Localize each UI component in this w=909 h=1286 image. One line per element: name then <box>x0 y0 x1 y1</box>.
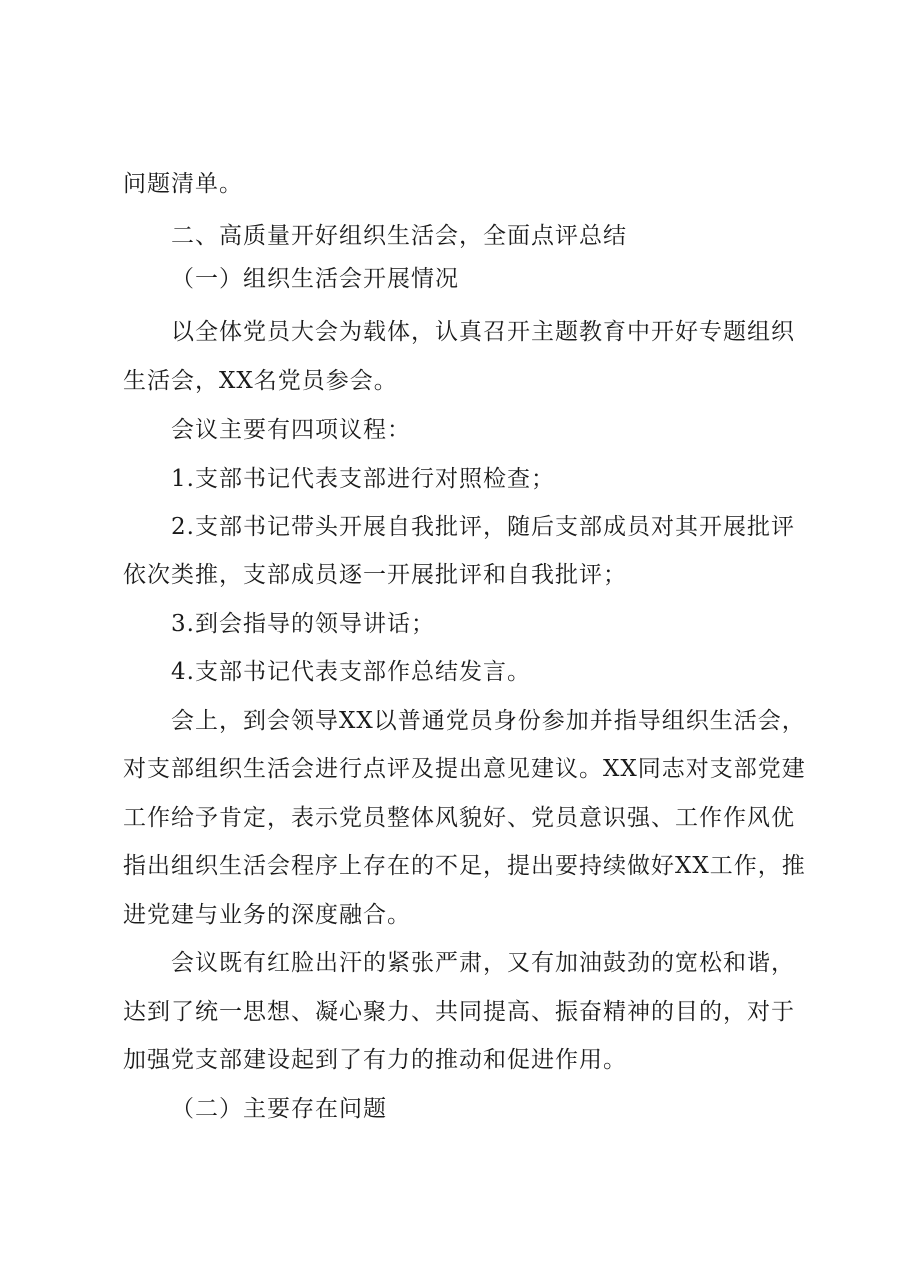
list-item: 2.支部书记带头开展自我批评，随后支部成员对其开展批评 <box>171 514 795 540</box>
list-item: 1.支部书记代表支部进行对照检查； <box>171 466 555 492</box>
paragraph-line: 对支部组织生活会进行点评及提出意见建议。XX同志对支部党建 <box>123 756 806 782</box>
paragraph-line: 工作给予肯定，表示党员整体风貌好、党员意识强、工作作风优 <box>123 805 795 831</box>
paragraph-line: 达到了统一思想、凝心聚力、共同提高、振奋精神的目的，对于 <box>123 999 795 1025</box>
paragraph-line: 会议主要有四项议程： <box>171 417 411 443</box>
paragraph-line: 加强党支部建设起到了有力的推动和促进作用。 <box>123 1047 627 1073</box>
paragraph-line: 生活会，XX名党员参会。 <box>123 368 398 394</box>
paragraph-line: 会议既有红脸出汗的紧张严肃，又有加油鼓劲的宽松和谐， <box>171 950 795 976</box>
paragraph-line: 指出组织生活会程序上存在的不足，提出要持续做好XX工作，推 <box>123 853 806 879</box>
paragraph-line: 以全体党员大会为载体，认真召开主题教育中开好专题组织 <box>171 319 795 345</box>
paragraph-line: 进党建与业务的深度融合。 <box>123 902 411 928</box>
list-item: 3.到会指导的领导讲话； <box>171 611 435 637</box>
paragraph-line: 会上，到会领导XX以普通党员身份参加并指导组织生活会， <box>171 708 806 734</box>
subsection-heading: （二）主要存在问题 <box>171 1096 387 1122</box>
subsection-heading: （一）组织生活会开展情况 <box>171 266 459 292</box>
section-heading: 二、高质量开好组织生活会，全面点评总结 <box>171 223 627 249</box>
list-item-continuation: 依次类推，支部成员逐一开展批评和自我批评； <box>123 562 627 588</box>
list-item: 4.支部书记代表支部作总结发言。 <box>171 659 531 685</box>
paragraph-line: 问题清单。 <box>123 171 243 197</box>
